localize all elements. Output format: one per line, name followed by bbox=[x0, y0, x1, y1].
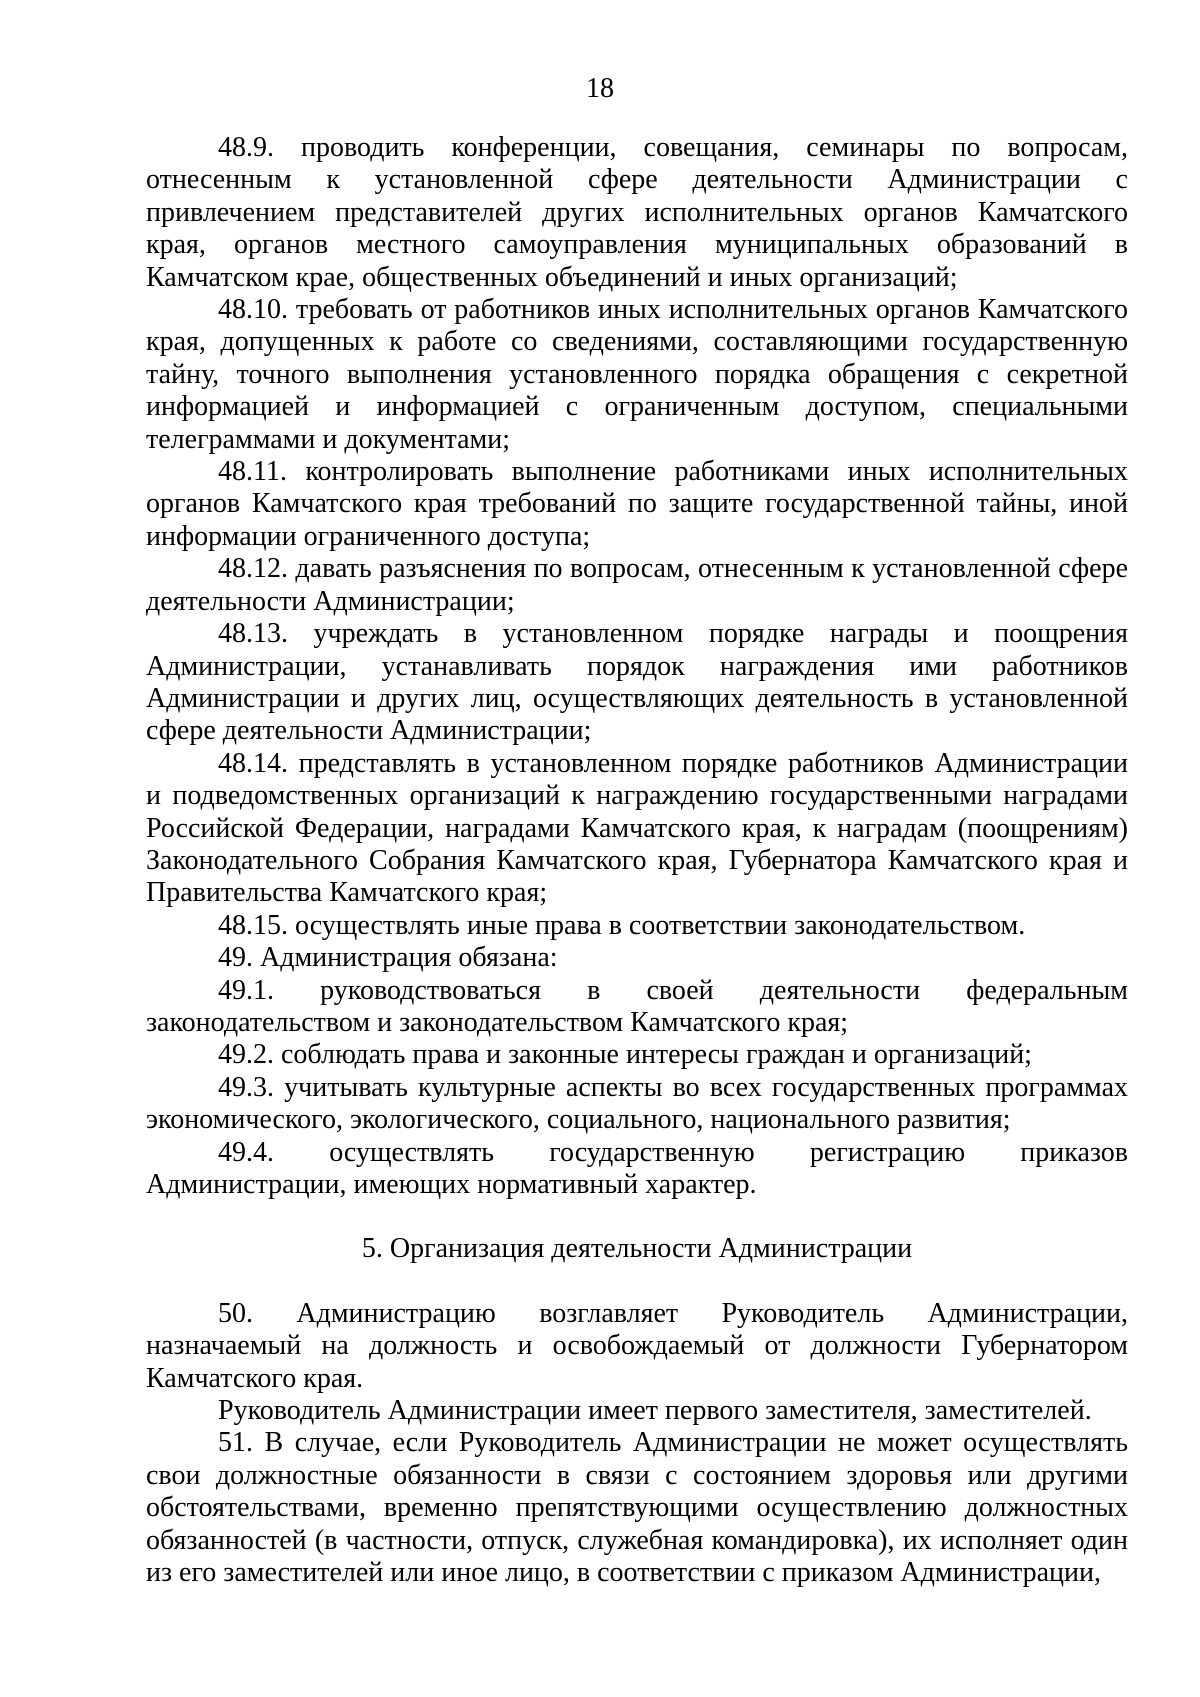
section-heading: 5. Организация деятельности Администрации bbox=[361, 1233, 913, 1265]
paragraph-49: 49. Администрация обязана: bbox=[218, 942, 558, 974]
page-number: 18 bbox=[586, 73, 614, 104]
paragraph-49-2: 49.2. соблюдать права и законные интересы граждан и организаций; bbox=[218, 1039, 1032, 1071]
paragraph-49-1: 49.1. руководствоваться в своей деятельности федеральным законодательством и законодательством Камчатского края; bbox=[146, 974, 1128, 1038]
paragraph-48-13: 48.13. учреждать в установленном порядке награды и поощрения Администрации, устанавливать порядок награждения ими работников Администрации и других лиц, осуществляющих деятельность в установленной сфере деятельности Администрации; bbox=[146, 618, 1128, 747]
paragraph-deputies: Руководитель Администрации имеет первого заместителя, заместителей. bbox=[218, 1395, 1092, 1427]
document-body bbox=[146, 132, 1128, 1589]
paragraph-48-11: 48.11. контролировать выполнение работниками иных исполнительных органов Камчатского края требований по защите государственной тайны, иной информации ограниченного доступа; bbox=[146, 456, 1128, 552]
paragraph-49-4: 49.4. осуществлять государственную регистрацию приказов Администрации, имеющих нормативный характер. bbox=[146, 1136, 1128, 1200]
paragraph-48-9: 48.9. проводить конференции, совещания, семинары по вопросам, отнесенным к установленной сфере деятельности Администрации с привлечением представителей других исполнительных органов Камчатского края, органов местного самоуправления муниципальных образований в Камчатском крае, общественных объединений и иных организаций; bbox=[146, 132, 1128, 293]
paragraph-48-14: 48.14. представлять в установленном порядке работников Администрации и подведомственных организаций к награждению государственными наградами Российской Федерации, наградами Камчатского края, к наградам (поощрениям) Законодательного Собрания Камчатского края, Губернатора Камчатского края и Правительства Камчатского края; bbox=[146, 747, 1128, 909]
paragraph-48-10: 48.10. требовать от работников иных исполнительных органов Камчатского края, допущенных к работе со сведениями, составляющими государственную тайну, точного выполнения установленного порядка обращения с секретной информацией и информацией с ограниченным доступом, специальными телеграммами и документами; bbox=[146, 294, 1128, 455]
paragraph-49-3: 49.3. учитывать культурные аспекты во всех государственных программах экономического, экологического, социального, национального развития; bbox=[146, 1071, 1128, 1136]
paragraph-48-12: 48.12. давать разъяснения по вопросам, отнесенным к установленной сфере деятельности Администрации; bbox=[146, 553, 1128, 617]
paragraph-50: 50. Администрацию возглавляет Руководитель Администрации, назначаемый на должность и освобождаемый от должности Губернатором Камчатского края. bbox=[146, 1297, 1128, 1394]
paragraph-51: 51. В случае, если Руководитель Администрации не может осуществлять свои должностные обязанности в связи с состоянием здоровья или другими обстоятельствами, временно препятствующими осуществлению должностных обязанностей (в частности, отпуск, служебная командировка), их исполняет один из его заместителей или иное лицо, в соответствии с приказом Администрации, bbox=[146, 1427, 1128, 1589]
paragraph-48-15: 48.15. осуществлять иные права в соответствии законодательством. bbox=[218, 909, 1026, 941]
